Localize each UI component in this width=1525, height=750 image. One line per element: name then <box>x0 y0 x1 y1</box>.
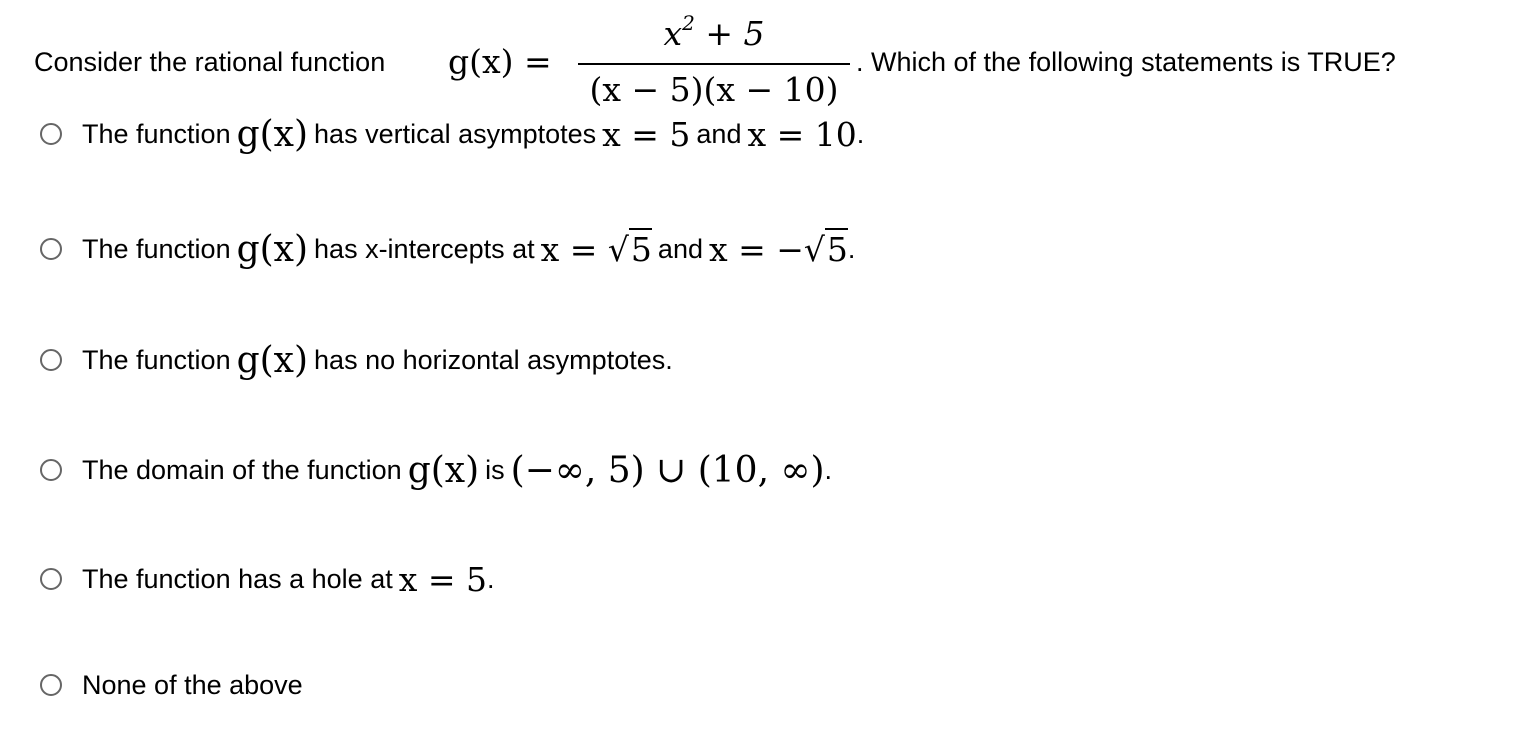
option-period: . <box>856 118 865 149</box>
sqrt-symbol: √5 <box>803 229 848 269</box>
option-period: . <box>486 563 495 594</box>
option-text: has vertical asymptotes <box>314 118 597 149</box>
option-text: The function has a hole at <box>82 563 393 594</box>
option-period: . <box>847 233 856 264</box>
fraction-denominator: (x − 5)(x − 10) <box>589 70 839 109</box>
radio-button[interactable] <box>40 459 62 481</box>
option-text: The domain of the function <box>82 454 402 485</box>
function-name: g(x) = <box>448 42 552 81</box>
option-math: (−∞, 5) ∪ (10, ∞) <box>510 449 825 491</box>
option-math: x = 10 <box>747 114 857 154</box>
option-text: and <box>696 118 742 149</box>
option-text: The function <box>82 344 231 375</box>
fraction-bar <box>578 63 850 65</box>
option-hole[interactable] <box>40 556 500 602</box>
option-period: . <box>824 454 833 485</box>
fraction-numerator: $x^2 + 5$ <box>663 11 765 53</box>
option-math: g(x) <box>236 228 309 270</box>
radio-button[interactable] <box>40 674 62 696</box>
option-text: The function <box>82 118 231 149</box>
radio-button[interactable] <box>40 568 62 590</box>
option-no-horizontal-asymptotes[interactable] <box>40 337 679 383</box>
question-suffix: . Which of the following statements is TRUE? <box>856 47 1396 77</box>
option-math: g(x) <box>407 449 480 491</box>
option-math: x = 5 <box>398 559 487 599</box>
option-none[interactable] <box>40 662 309 708</box>
fraction <box>578 11 850 114</box>
option-math: x = −√5 <box>708 229 848 269</box>
option-math: g(x) <box>236 113 309 155</box>
option-text: has no horizontal asymptotes. <box>314 344 673 375</box>
question-stem <box>34 11 1494 114</box>
option-text: is <box>485 454 505 485</box>
radio-button[interactable] <box>40 123 62 145</box>
option-text: The function <box>82 233 231 264</box>
option-x-intercepts[interactable] <box>40 226 861 272</box>
option-text: and <box>657 233 703 264</box>
sqrt-symbol: √5 <box>607 229 652 269</box>
option-text: None of the above <box>82 669 303 700</box>
option-math: x = 5 <box>602 114 691 154</box>
option-math: x = √5 <box>540 229 652 269</box>
radio-button[interactable] <box>40 349 62 371</box>
option-domain[interactable] <box>40 447 838 493</box>
radio-button[interactable] <box>40 238 62 260</box>
option-text: has x-intercepts at <box>314 233 535 264</box>
option-vertical-asymptotes[interactable] <box>40 111 870 157</box>
option-math: g(x) <box>236 339 309 381</box>
question-prefix: Consider the rational function <box>34 47 386 77</box>
